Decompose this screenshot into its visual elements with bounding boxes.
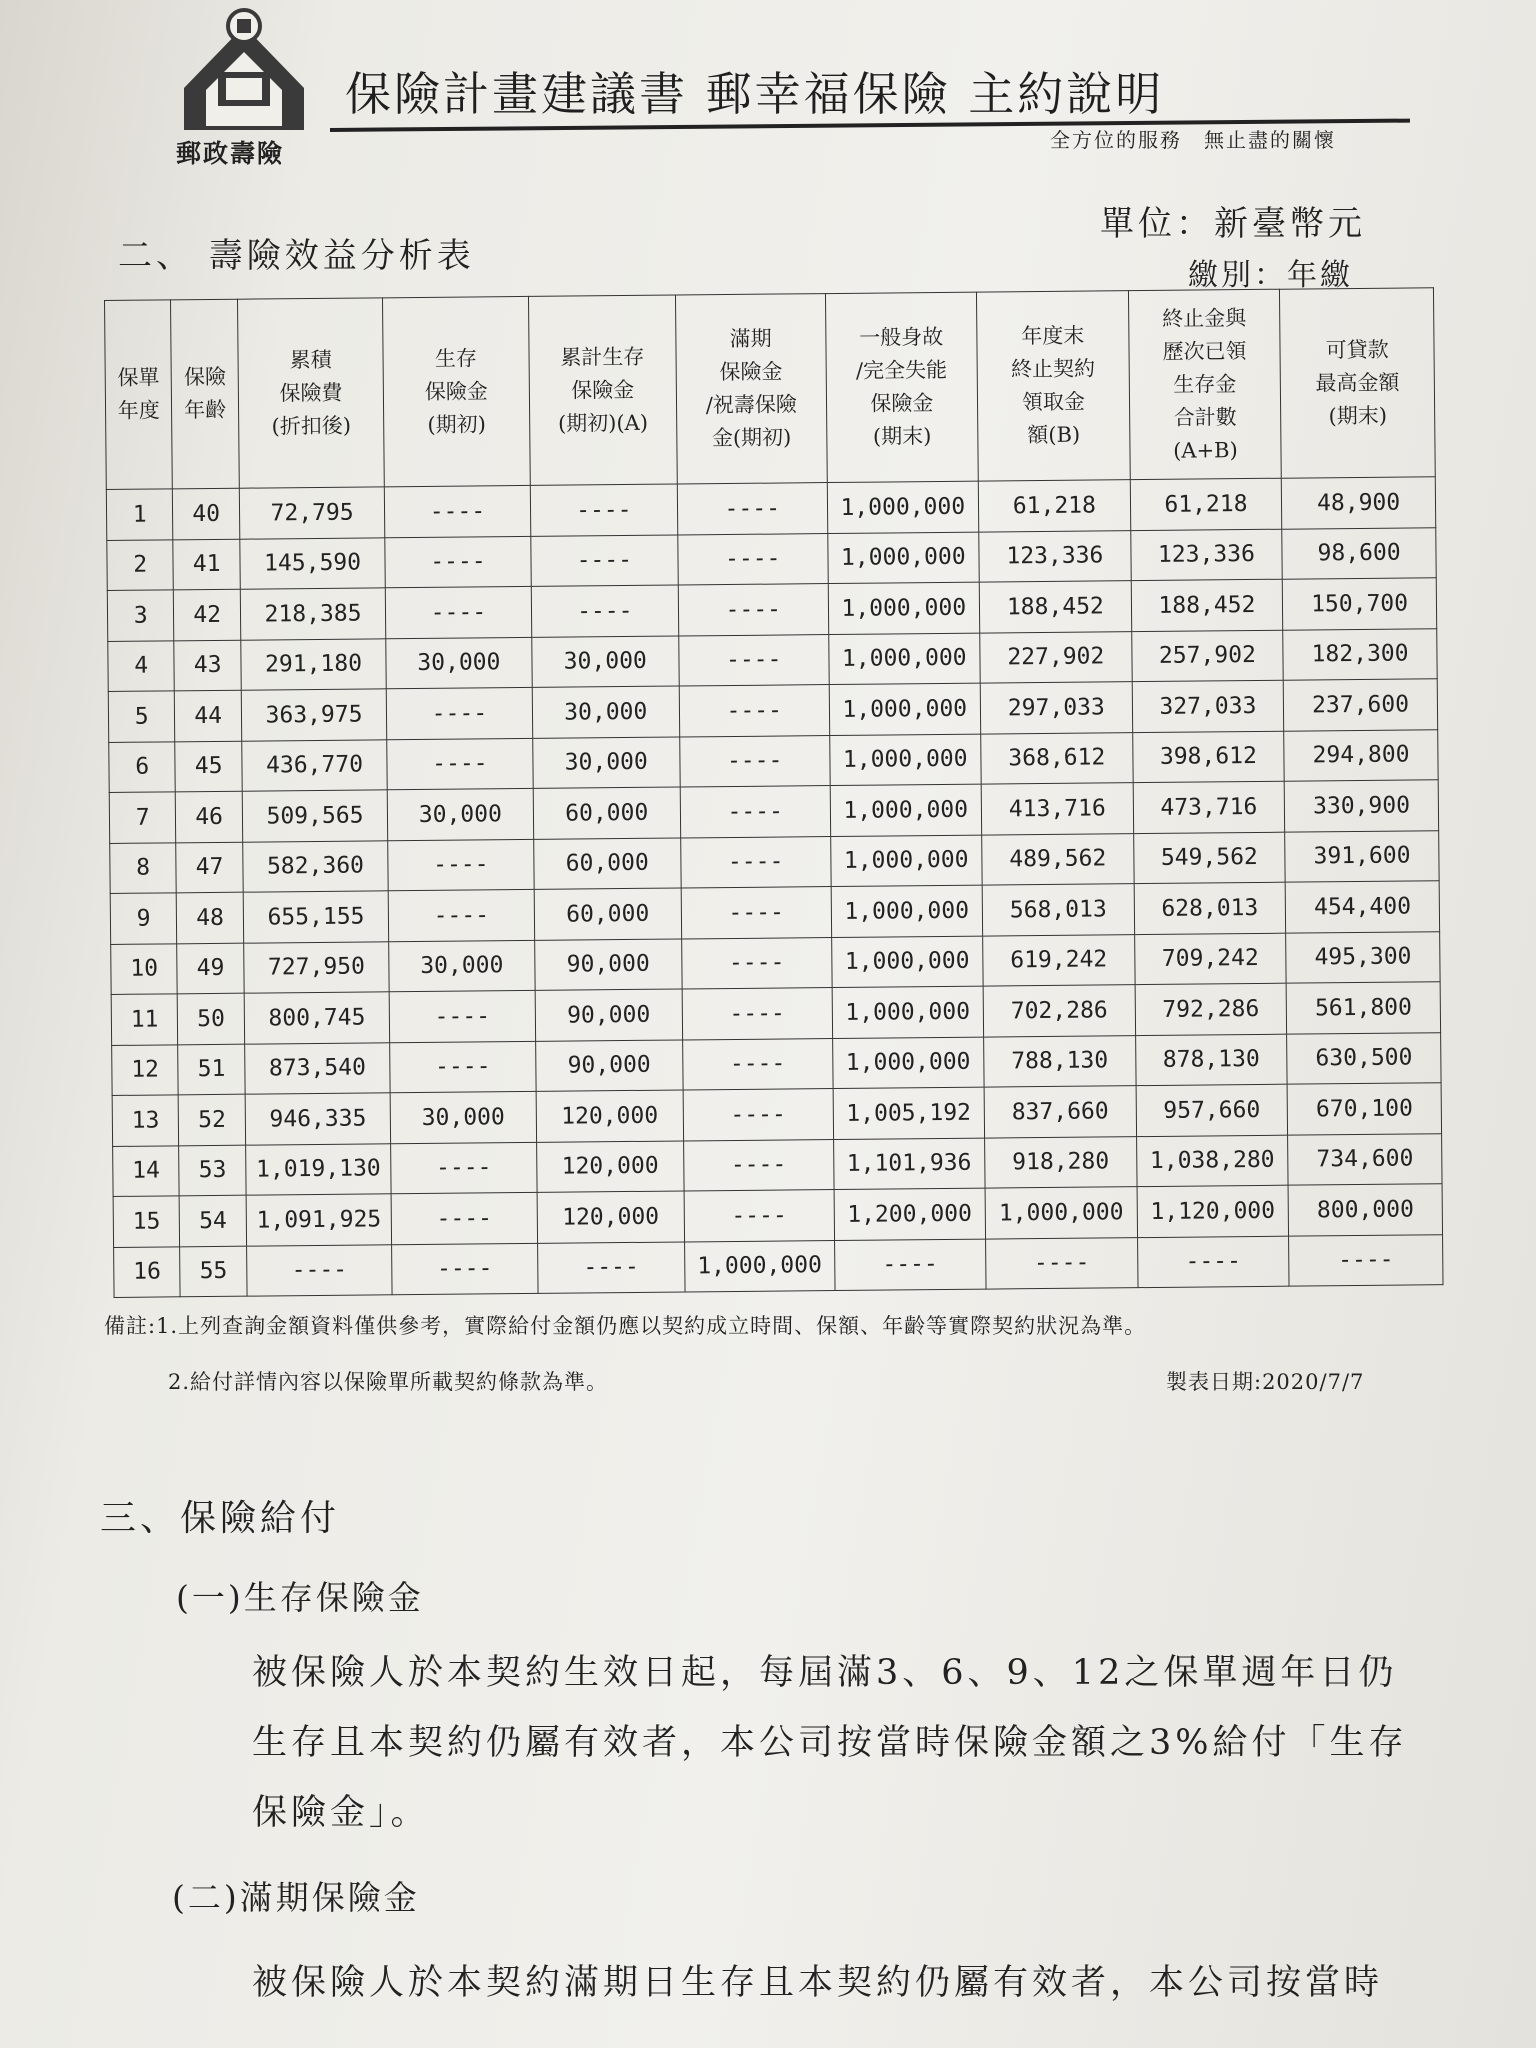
table-cell: ---- — [684, 1190, 834, 1242]
table-cell: 16 — [114, 1246, 181, 1297]
table-cell: 44 — [175, 690, 242, 741]
table-cell: ---- — [388, 839, 534, 891]
column-header-line: 額(B) — [1027, 422, 1081, 448]
payment-frequency: 繳別：年繳 — [1188, 258, 1353, 293]
table-cell: 182,300 — [1283, 628, 1437, 680]
table-made-date: 製表日期:2020/7/7 — [1166, 1370, 1365, 1394]
column-header-line: 保險 — [183, 364, 227, 390]
column-header-line: 一般身故 — [859, 324, 944, 350]
table-cell: 90,000 — [535, 1039, 683, 1091]
note-1: 備註:1.上列查詢金額資料僅供參考，實際給付金額仍應以契約成立時間、保額、年齡等實際契約狀況為準。 — [104, 1314, 1147, 1338]
table-cell: 41 — [173, 539, 240, 590]
column-header-line: 年度 — [117, 398, 160, 423]
column-header-line: 保險金 — [870, 391, 934, 416]
table-cell: 45 — [175, 741, 242, 792]
table-cell: 655,155 — [243, 891, 389, 943]
table-cell: 1,000,000 — [827, 481, 979, 533]
table-cell: ---- — [389, 990, 535, 1042]
table-cell: ---- — [682, 937, 832, 989]
survival-benefit-text: 被保險人於本契約生效日起，每屆滿3、6、9、12之保單週年日仍生存且本契約仍屬有效者，本公司按當時保險金額之3%給付「生存保險金」。 — [252, 1653, 1408, 1833]
column-header — [237, 298, 384, 488]
table-cell: 145,590 — [240, 537, 386, 589]
table-cell: 120,000 — [536, 1090, 684, 1142]
currency-unit: 單位：新臺幣元 — [1100, 204, 1366, 244]
document-title: 保險計畫建議書 郵幸福保險 主約說明 — [345, 67, 1165, 121]
table-cell: 727,950 — [244, 941, 390, 993]
table-cell: 48 — [177, 892, 244, 943]
table-cell: 11 — [111, 994, 178, 1045]
table-cell: 3 — [107, 590, 174, 641]
column-header-line: 生存 — [434, 345, 478, 371]
table-cell: ---- — [391, 1142, 537, 1194]
table-cell: 49 — [177, 943, 244, 994]
column-header-line: 年度末 — [1021, 323, 1085, 349]
table-cell: ---- — [683, 1089, 833, 1141]
table-cell: 1,120,000 — [1137, 1185, 1289, 1237]
table-cell: 957,660 — [1136, 1084, 1288, 1136]
column-header-line: 保險費 — [279, 380, 343, 405]
benefit-analysis-table — [104, 287, 1444, 1298]
table-cell: ---- — [537, 1241, 685, 1293]
table-cell: 1,000,000 — [832, 1037, 984, 1089]
table-cell: 150,700 — [1282, 578, 1436, 630]
table-cell: 495,300 — [1286, 931, 1440, 983]
table-cell: ---- — [681, 887, 831, 939]
table-cell: 47 — [176, 842, 243, 893]
column-header-line: 可貸款 — [1325, 337, 1389, 362]
table-cell: 1,005,192 — [833, 1087, 985, 1139]
column-header — [171, 299, 239, 489]
table-cell: 60,000 — [533, 787, 681, 839]
column-header-line: 合計數 — [1173, 404, 1237, 430]
section-2-title: 二、 壽險效益分析表 — [118, 236, 475, 276]
table-cell: 123,336 — [979, 530, 1131, 582]
table-cell: 1,101,936 — [833, 1138, 985, 1190]
table-cell: 294,800 — [1284, 729, 1438, 781]
table-cell: ---- — [387, 738, 533, 790]
table-cell: ---- — [531, 585, 679, 637]
table-cell: 120,000 — [537, 1191, 685, 1243]
table-cell: 630,500 — [1287, 1032, 1441, 1084]
column-header-line: (A+B) — [1173, 437, 1238, 463]
table-cell: ---- — [680, 735, 830, 787]
table-cell: 120,000 — [536, 1140, 684, 1192]
section-3-title: 三、保險給付 — [100, 1498, 341, 1539]
table-cell: 1,091,925 — [246, 1194, 392, 1246]
table-cell: ---- — [530, 535, 678, 587]
column-header-line: (期初)(A) — [557, 410, 649, 436]
column-header-line: /完全失能 — [855, 357, 948, 383]
table-cell: 330,900 — [1284, 780, 1438, 832]
column-header-line: 保險金 — [424, 378, 488, 404]
table-cell: ---- — [680, 786, 830, 838]
table-cell: 40 — [173, 488, 240, 539]
table-cell: 30,000 — [531, 635, 679, 687]
table-cell: 878,130 — [1135, 1034, 1287, 1086]
table-cell: 43 — [174, 640, 241, 691]
table-cell: 1,000,000 — [828, 582, 980, 634]
table-cell: 561,800 — [1286, 982, 1440, 1034]
table-cell: ---- — [986, 1237, 1138, 1289]
table-cell: 1 — [106, 489, 173, 540]
table-cell: 619,242 — [983, 934, 1135, 986]
table-cell: ---- — [386, 687, 532, 739]
table-cell: 60,000 — [533, 837, 681, 889]
table-cell: 800,000 — [1288, 1184, 1442, 1236]
maturity-benefit-text: 被保險人於本契約滿期日生存且本契約仍屬有效者，本公司按當時 — [252, 1963, 1384, 2003]
table-cell: 30,000 — [387, 788, 533, 840]
table-cell: 291,180 — [241, 638, 387, 690]
table-cell: 14 — [113, 1145, 180, 1196]
table-cell: 30,000 — [386, 637, 532, 689]
table-cell: 489,562 — [982, 833, 1134, 885]
table-cell: 734,600 — [1288, 1133, 1442, 1185]
column-header — [1128, 289, 1281, 479]
table-cell: 670,100 — [1287, 1083, 1441, 1135]
table-cell: 628,013 — [1134, 882, 1286, 934]
column-header-line: 生存金 — [1173, 371, 1237, 397]
table-cell: 473,716 — [1133, 781, 1285, 833]
table-cell: 123,336 — [1130, 529, 1282, 581]
column-header-line: 年齡 — [184, 397, 227, 423]
table-cell: 327,033 — [1132, 680, 1284, 732]
table-cell: 53 — [179, 1145, 246, 1196]
table-cell: 6 — [109, 741, 176, 792]
table-cell: ---- — [682, 988, 832, 1040]
logo-text: 郵政壽險 — [176, 139, 285, 168]
column-header — [977, 291, 1130, 481]
table-cell: 297,033 — [980, 682, 1132, 734]
table-cell: 90,000 — [535, 989, 683, 1041]
table-cell: 2 — [107, 539, 174, 590]
table-cell: 1,000,000 — [832, 986, 984, 1038]
table-cell: 709,242 — [1134, 933, 1286, 985]
maturity-benefit-title: (二)滿期保險金 — [172, 1878, 420, 1917]
table-body — [106, 477, 1443, 1298]
table-cell: 1,000,000 — [831, 885, 983, 937]
table-cell: 188,452 — [979, 581, 1131, 633]
table-cell: ---- — [681, 836, 831, 888]
table-cell: 1,000,000 — [830, 784, 982, 836]
table-cell: ---- — [388, 889, 534, 941]
table-cell: ---- — [385, 536, 531, 588]
table-cell: 218,385 — [240, 588, 386, 640]
column-header-line: 金(期初) — [711, 425, 792, 451]
table-cell: ---- — [1137, 1236, 1289, 1288]
table-cell: 30,000 — [532, 686, 680, 738]
table-cell: 1,000,000 — [985, 1187, 1137, 1239]
table-cell: 98,600 — [1282, 527, 1436, 579]
column-header — [1280, 288, 1436, 478]
table-cell: ---- — [678, 584, 828, 636]
column-header-line: (期末) — [872, 424, 932, 449]
table-cell: 1,019,130 — [245, 1143, 391, 1195]
column-header-line: (折扣後) — [271, 413, 352, 438]
column-header-line: 保險金 — [571, 377, 635, 403]
note-2: 2.給付詳情內容以保險單所載契約條款為準。 — [168, 1370, 609, 1394]
table-cell: 454,400 — [1285, 881, 1439, 933]
table-cell: 257,902 — [1131, 630, 1283, 682]
table-cell: 398,612 — [1132, 731, 1284, 783]
table-cell: 800,745 — [244, 992, 390, 1044]
table-cell: 918,280 — [985, 1136, 1137, 1188]
table-cell: 391,600 — [1285, 830, 1439, 882]
table-cell: 1,000,000 — [827, 532, 979, 584]
column-header — [825, 292, 978, 482]
table-cell: 946,335 — [245, 1093, 391, 1145]
column-header-line: 保險金 — [719, 359, 783, 385]
table-cell: 30,000 — [390, 1091, 536, 1143]
table-cell: 51 — [178, 1044, 245, 1095]
table-cell: 582,360 — [243, 840, 389, 892]
table-cell: 8 — [110, 842, 177, 893]
column-header-line: 保單 — [117, 365, 160, 390]
table-cell: 72,795 — [239, 487, 385, 539]
table-cell: ---- — [679, 685, 829, 737]
table-cell: 837,660 — [984, 1086, 1136, 1138]
column-header-line: (期末) — [1328, 403, 1388, 428]
table-cell: 237,600 — [1283, 679, 1437, 731]
table-cell: 50 — [178, 993, 245, 1044]
table-cell: ---- — [683, 1038, 833, 1090]
table-cell: 30,000 — [532, 736, 680, 788]
column-header-line: 終止契約 — [1010, 356, 1096, 382]
column-header-line: 滿期 — [729, 326, 772, 351]
table-cell: ---- — [834, 1239, 986, 1291]
column-header-line: 歷次已領 — [1162, 338, 1247, 364]
table-cell: ---- — [1289, 1234, 1443, 1286]
table-cell: 413,716 — [981, 783, 1133, 835]
table-cell: 568,013 — [982, 884, 1134, 936]
table-cell: 13 — [112, 1095, 179, 1146]
table-cell: 9 — [110, 893, 177, 944]
table-cell: 46 — [176, 791, 243, 842]
table-cell: 1,038,280 — [1136, 1135, 1288, 1187]
table-cell: 1,000,000 — [829, 734, 981, 786]
benefit-table-wrapper — [104, 287, 1444, 1298]
table-cell: ---- — [530, 484, 678, 536]
table-cell: 4 — [108, 640, 175, 691]
table-cell: 792,286 — [1135, 983, 1287, 1035]
column-header-line: /祝壽保險 — [705, 392, 797, 418]
table-cell: 549,562 — [1133, 832, 1285, 884]
column-header-line: 終止金與 — [1162, 305, 1247, 331]
table-cell: 509,565 — [242, 790, 388, 842]
table-cell: 60,000 — [534, 888, 682, 940]
table-cell: ---- — [684, 1139, 834, 1191]
table-cell: 5 — [108, 691, 175, 742]
table-cell: 1,000,000 — [830, 835, 982, 887]
column-header — [383, 296, 530, 486]
table-cell: ---- — [385, 485, 531, 537]
table-cell: ---- — [390, 1041, 536, 1093]
table-cell: 227,902 — [980, 631, 1132, 683]
table-cell: ---- — [678, 533, 828, 585]
table-cell: 48,900 — [1282, 477, 1436, 529]
table-cell: 7 — [109, 792, 176, 843]
table-cell: 1,000,000 — [831, 936, 983, 988]
table-cell: 436,770 — [242, 739, 388, 791]
survival-benefit-title: (一)生存保險金 — [176, 1578, 424, 1617]
table-cell: 1,000,000 — [828, 633, 980, 685]
table-cell: 90,000 — [534, 938, 682, 990]
column-header-line: (期初) — [427, 411, 486, 437]
slogan: 全方位的服務 無止盡的關懷 — [1050, 128, 1336, 152]
table-cell: 55 — [180, 1246, 247, 1297]
column-header-line: 領取金 — [1021, 389, 1086, 415]
table-cell: 873,540 — [245, 1042, 391, 1094]
table-cell: ---- — [679, 634, 829, 686]
column-header — [675, 294, 826, 484]
column-header — [528, 295, 677, 485]
table-cell: 702,286 — [983, 985, 1135, 1037]
table-cell: ---- — [246, 1244, 392, 1296]
table-cell: 188,452 — [1131, 579, 1283, 631]
table-cell: ---- — [392, 1243, 538, 1295]
table-cell: ---- — [391, 1192, 537, 1244]
column-header-line: 最高金額 — [1315, 370, 1400, 395]
table-cell: 10 — [111, 943, 178, 994]
table-cell: 61,218 — [1130, 478, 1282, 530]
table-header-row — [105, 288, 1436, 490]
table-cell: ---- — [386, 586, 532, 638]
table-cell: 12 — [112, 1044, 179, 1095]
table-cell: ---- — [677, 483, 827, 535]
table-cell: 1,000,000 — [829, 683, 981, 735]
table-cell: 788,130 — [984, 1035, 1136, 1087]
column-header-line: 累積 — [289, 347, 332, 372]
column-header-line: 累計生存 — [560, 344, 645, 370]
table-cell: 61,218 — [978, 480, 1130, 532]
table-cell: 54 — [180, 1195, 247, 1246]
table-cell: 52 — [179, 1094, 246, 1145]
table-cell: 42 — [174, 589, 241, 640]
table-cell: 15 — [113, 1196, 180, 1247]
table-cell: 1,200,000 — [834, 1188, 986, 1240]
table-cell: 1,000,000 — [685, 1240, 835, 1292]
table-cell: 368,612 — [981, 732, 1133, 784]
table-cell: 30,000 — [389, 940, 535, 992]
column-header — [105, 300, 173, 490]
table-cell: 363,975 — [241, 689, 387, 741]
